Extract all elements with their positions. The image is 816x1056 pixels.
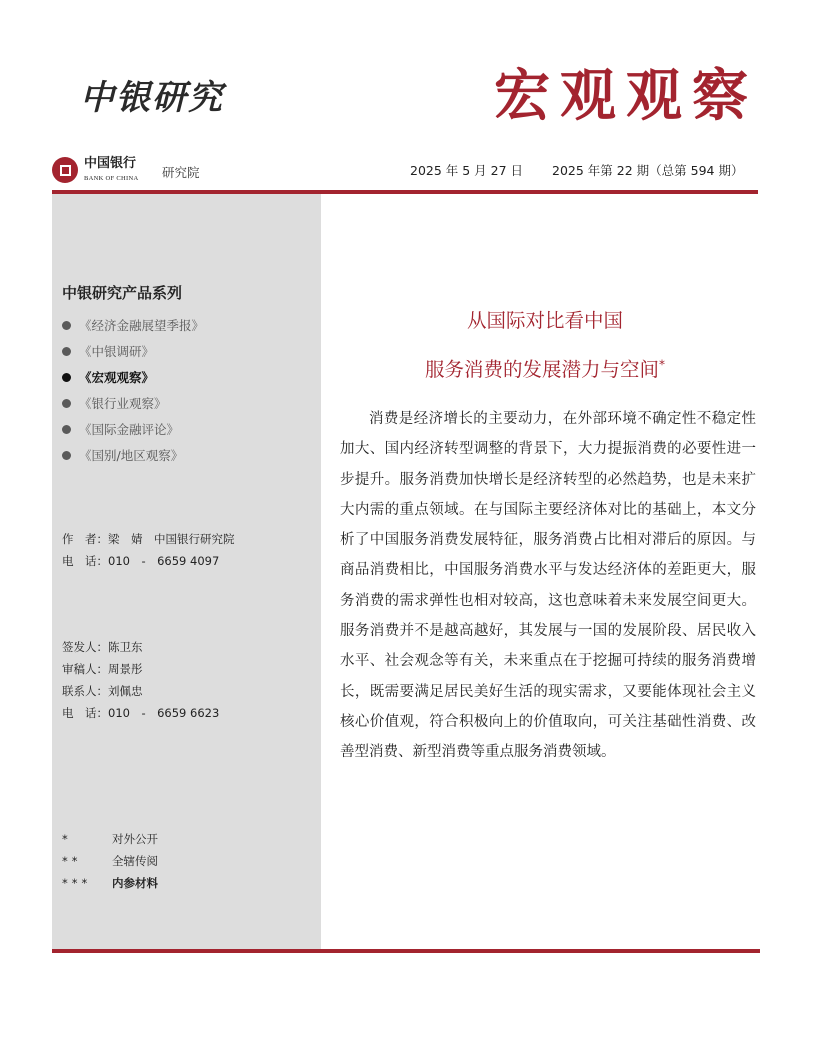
access-level-internal [62, 850, 158, 872]
phone-label: 电 话： [62, 706, 108, 720]
author-block [62, 528, 235, 572]
series-item-economic-outlook [62, 312, 204, 338]
article-title-line2 [330, 354, 760, 382]
approval-block [62, 636, 219, 724]
author-label: 作 者： [62, 532, 108, 546]
bullet-icon [62, 451, 71, 460]
contact-phone-row [62, 702, 219, 724]
signer-row [62, 636, 219, 658]
bank-name-en: BANK OF CHINA [84, 175, 139, 182]
series-item-label: 《银行业观察》 [79, 396, 167, 411]
bullet-icon [62, 425, 71, 434]
access-label: 全辖传阅 [112, 854, 158, 868]
series-item-label: 《国际金融评论》 [79, 422, 180, 437]
series-item-macro-observation [62, 364, 204, 390]
series-item-intl-finance-review [62, 416, 204, 442]
series-item-boc-survey [62, 338, 204, 364]
footer-divider [52, 949, 760, 953]
author-row [62, 528, 235, 550]
article-title-text: 服务消费的发展潜力与空间 [424, 358, 659, 381]
author-phone-row [62, 550, 235, 572]
contact-label: 联系人： [62, 684, 108, 698]
access-stars: * [62, 832, 72, 846]
signer-label: 签发人： [62, 640, 108, 654]
access-level-confidential [62, 872, 158, 894]
phone-label: 电 话： [62, 554, 108, 568]
access-label: 内参材料 [112, 876, 158, 890]
reviewer-value: 周景彤 [108, 662, 143, 676]
contact-value: 刘佩忠 [108, 684, 143, 698]
access-stars: *** [62, 876, 92, 890]
phone-value: 010 - 6659 4097 [108, 554, 220, 568]
article-title-line1: 从国际对比看中国 [466, 309, 623, 332]
access-label: 对外公开 [112, 832, 158, 846]
series-item-label: 《经济金融展望季报》 [79, 318, 205, 333]
reviewer-row [62, 658, 219, 680]
series-item-label: 《宏观观察》 [79, 370, 155, 385]
issue-date: 2025 年 5 月 27 日 [410, 163, 524, 178]
brand-calligraphy-logo: 中银研究 [80, 78, 224, 118]
access-stars: ** [62, 854, 82, 868]
series-item-country-region [62, 442, 204, 468]
article-abstract: 消费是经济增长的主要动力，在外部环境不确定性不稳定性加大、国内经济转型调整的背景下，大力提振消费的必要性进一步提升。服务消费加快增长是经济转型的必然趋势，也是未来扩大内需的重点领域。在与国际主要经济体对比的基础上，本文分析了中国服务消费发展特征，服务消费占比相对滞后的原因。与商品消费相比，中国服务消费水平与发达经济体的差距更大，服务消费的需求弹性也相对较高，这也意味着未来发展空间更大。服务消费并不是越高越好，其发展与一国的发展阶段、居民收入水平、社会观念等有关，未来重点在于挖掘可持续的服务消费增长，既需要满足居民美好生活的现实需求，又要能体现社会主义核心价值观，符合积极向上的价值取向，可关注基础性消费、改善型消费、新型消费等重点服务消费领域。 [340, 411, 756, 761]
access-levels [62, 828, 158, 894]
footnote-mark: * [659, 357, 665, 372]
institute-label: 研究院 [162, 165, 200, 180]
bullet-icon [62, 399, 71, 408]
bank-name-cn: 中国银行 [84, 156, 137, 171]
access-level-public [62, 828, 158, 850]
bullet-icon [62, 373, 71, 382]
series-item-label: 《中银调研》 [79, 344, 155, 359]
contact-row [62, 680, 219, 702]
series-item-label: 《国别/地区观察》 [79, 448, 184, 463]
masthead-title: 宏观观察 [494, 63, 758, 129]
reviewer-label: 审稿人： [62, 662, 108, 676]
series-item-banking-observation [62, 390, 204, 416]
issue-number: 2025 年第 22 期（总第 594 期） [552, 163, 744, 178]
phone-value: 010 - 6659 6623 [108, 706, 220, 720]
series-title: 中银研究产品系列 [62, 284, 183, 302]
bank-of-china-logo-icon [52, 157, 78, 183]
series-list [62, 312, 204, 468]
bullet-icon [62, 321, 71, 330]
bullet-icon [62, 347, 71, 356]
signer-value: 陈卫东 [108, 640, 143, 654]
author-value: 梁 婧 中国银行研究院 [108, 532, 235, 546]
